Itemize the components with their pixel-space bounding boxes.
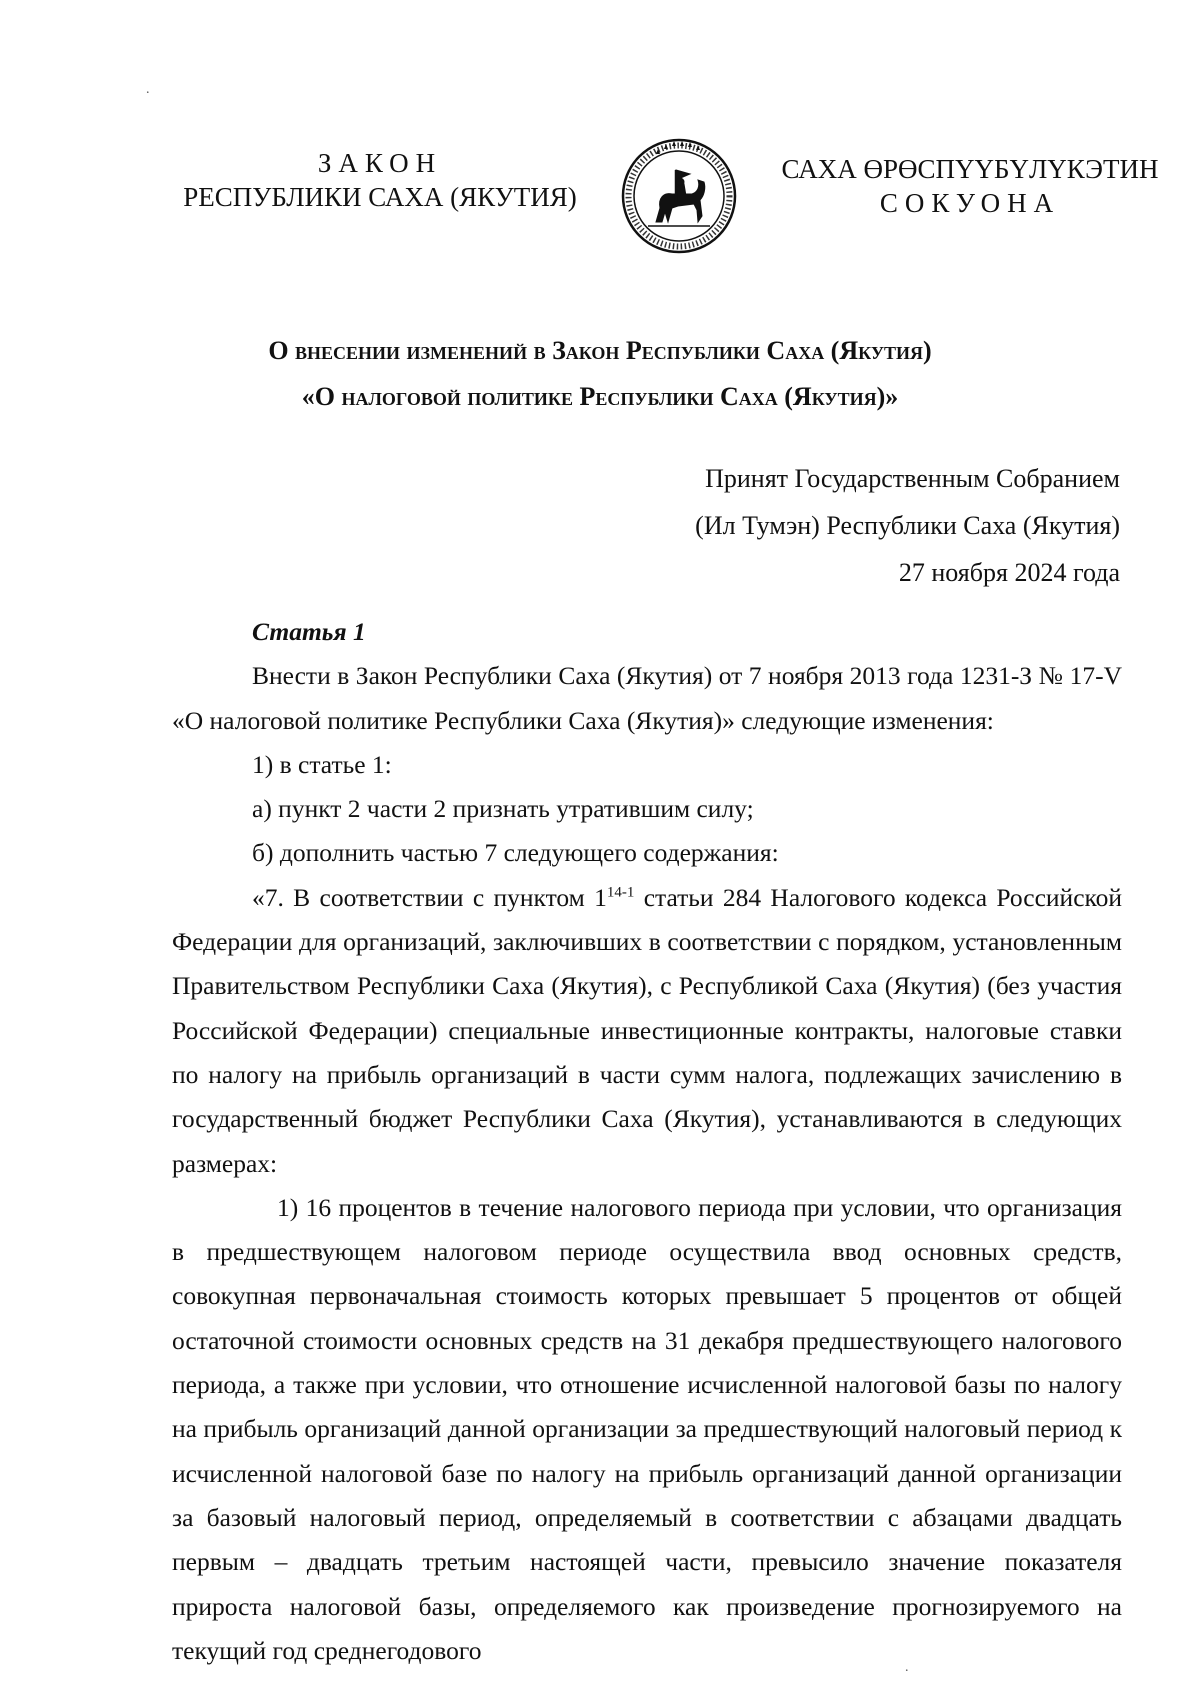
adoption-line-2: (Ил Тумэн) Республики Саха (Якутия) — [695, 511, 1120, 540]
header-right-block — [770, 152, 1170, 220]
adoption-date: 27 ноября 2024 года — [898, 558, 1120, 587]
scan-speck: . — [146, 82, 150, 97]
yakutia-coat-of-arms-icon — [620, 136, 738, 256]
paragraph-intro: Внести в Закон Республики Саха (Якутия) от 7 ноября 2013 года 1231-З № 17-V «О налоговой политике Республики Саха (Якутия)» следующие изменения: — [172, 661, 1122, 735]
title-line-2: «О налоговой политике Республики Саха (Якутия)» — [301, 382, 899, 411]
part-7-text-start: «7. В соответствии с пунктом 1 — [252, 882, 607, 912]
paragraph-item-1: 1) в статье 1: — [252, 749, 392, 779]
article-heading: Статья 1 — [252, 617, 366, 646]
paragraph-part-7 — [172, 876, 1122, 1186]
part-7-text-rest: статьи 284 Налогового кодекса Российской Федерации для организаций, заключивших в соответствии с порядком, установленным Правительством Республики Саха (Якутия), с Республикой Саха (Якутия) (без участия Российской Федерации) специальные инвестиционные контракты, налоговые ставки по налогу на прибыль организаций в части сумм налога, подлежащих зачислению в государственный бюджет Республики Саха (Якутия), устанавливаются в следующих размерах: — [172, 882, 1123, 1178]
document-title — [120, 328, 1080, 420]
scan-speck: . — [905, 1660, 909, 1675]
title-line-1: О внесении изменений в Закон Республики Саха (Якутия) — [268, 336, 932, 365]
part-7-superscript: 14-1 — [606, 884, 635, 901]
header-left-block — [170, 146, 590, 214]
adoption-line-1: Принят Государственным Собранием — [705, 464, 1120, 493]
adoption-note — [600, 455, 1120, 596]
paragraph-item-b: б) дополнить частью 7 следующего содержания: — [252, 838, 779, 868]
paragraph-item-a: а) пункт 2 части 2 признать утратившим силу; — [252, 794, 754, 824]
header-law-label-yakut: СОКУОНА — [879, 188, 1061, 218]
header-republic-label-yakut: САХА ӨРӨСПҮҮБҮЛҮКЭТИН — [781, 154, 1159, 184]
header-law-label: ЗАКОН — [317, 148, 443, 178]
document-body — [172, 610, 1122, 1673]
header-republic-label: РЕСПУБЛИКИ САХА (ЯКУТИЯ) — [183, 182, 577, 212]
paragraph-rate-16: 1) 16 процентов в течение налогового периода при условии, что организация в предшествующем налоговом периоде осуществила ввод основных средств, совокупная первоначальная стоимость которых превышает 5 процентов от общей остаточной стоимости основных средств на 31 декабря предшествующего налогового периода, а также при условии, что отношение исчисленной налоговой базы по налогу на прибыль организаций данной организации за предшествующий налоговый период к исчисленной налоговой базе по налогу на прибыль организаций данной организации за базовый налоговый период, определяемый в соответствии с абзацами двадцать первым – двадцать третьим настоящей части, превысило значение показателя прироста налоговой базы, определяемого как произведение прогнозируемого на текущий год среднегодового — [172, 1192, 1122, 1665]
